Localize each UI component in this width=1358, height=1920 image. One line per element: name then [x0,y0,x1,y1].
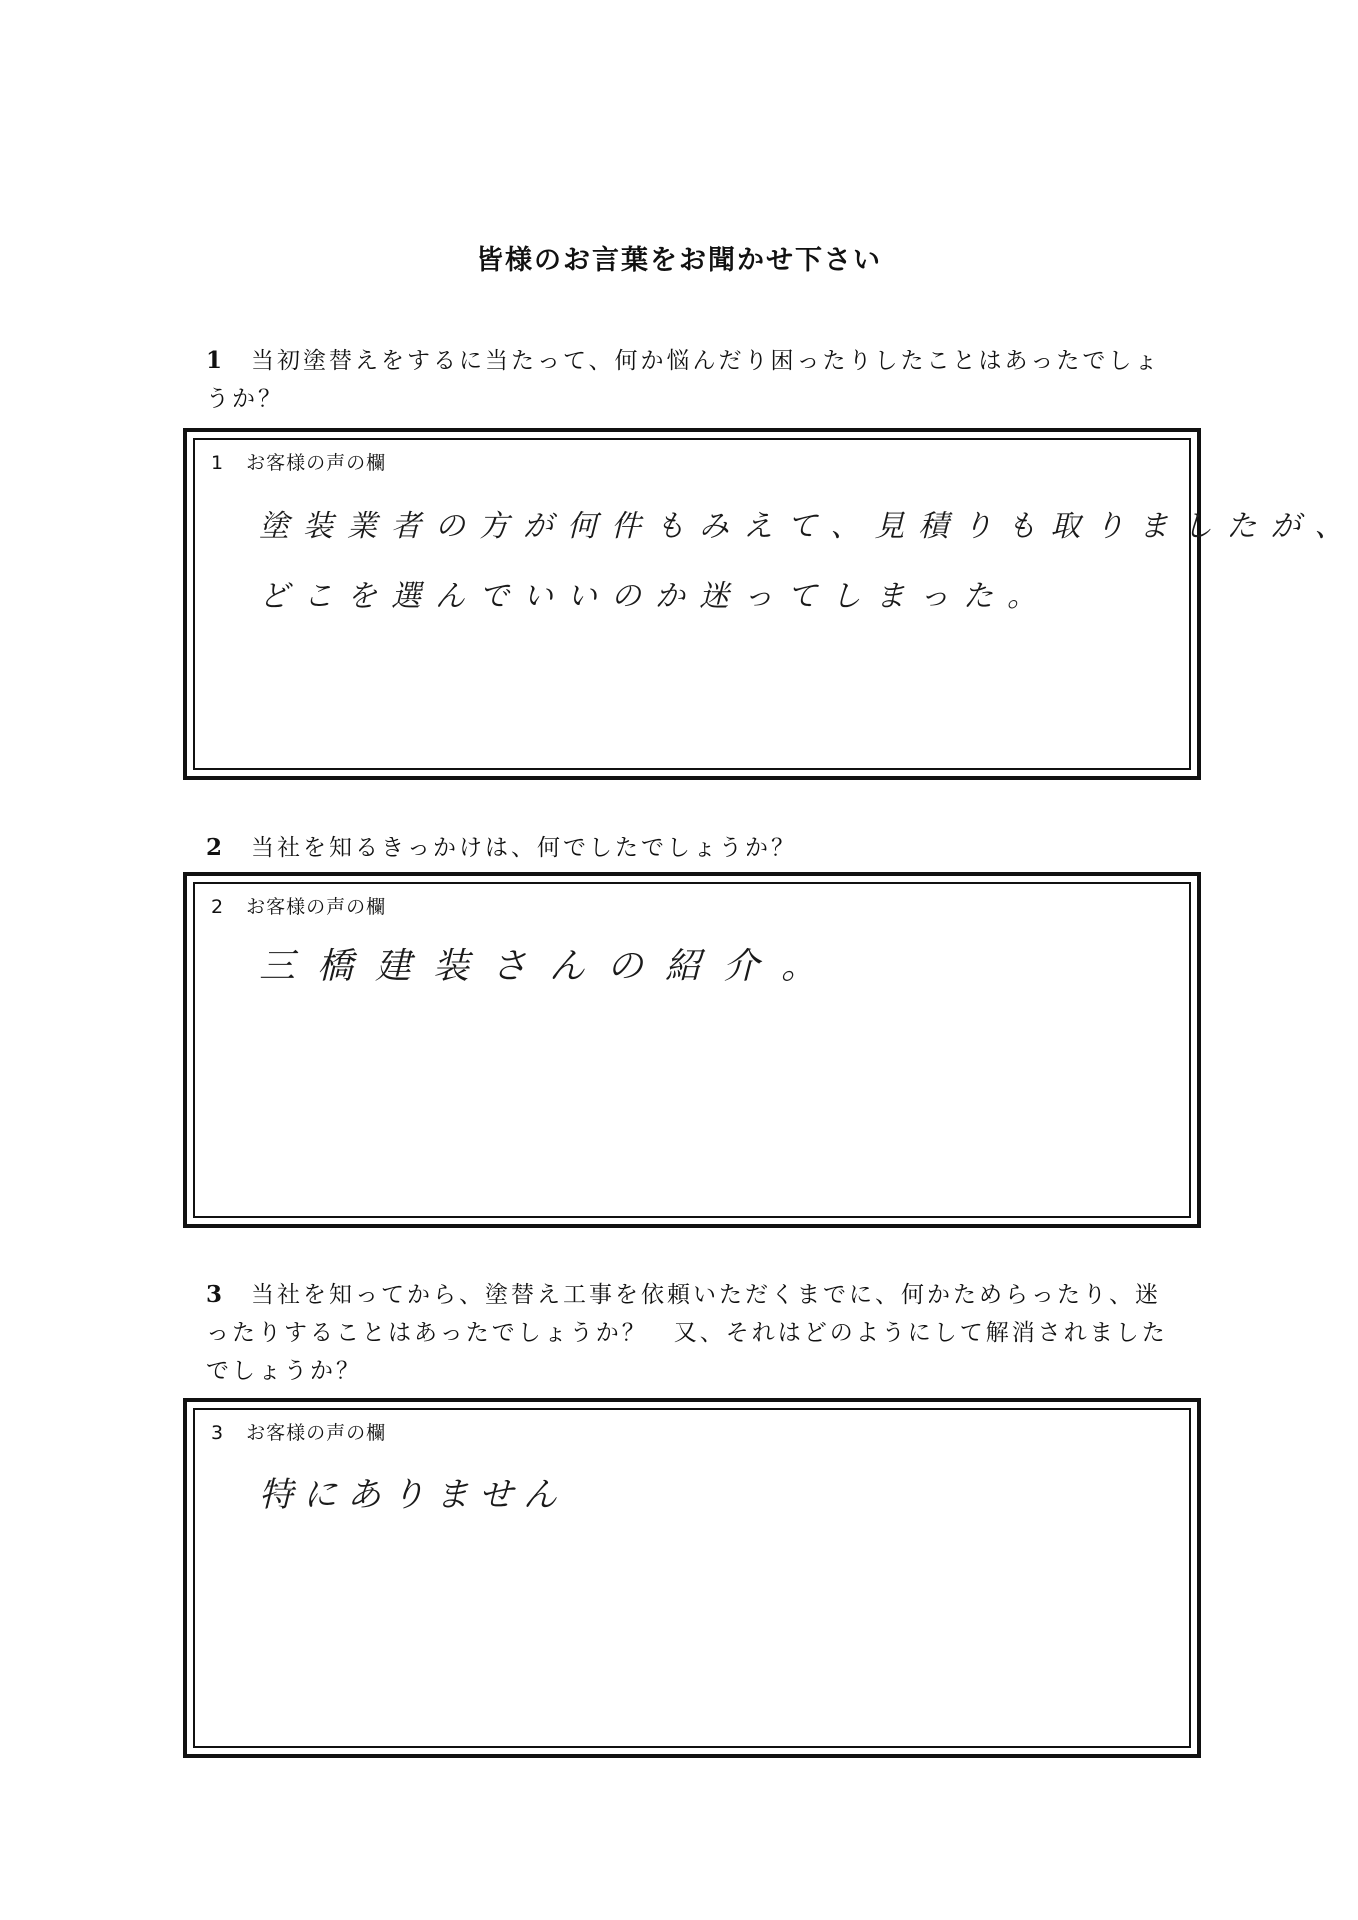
answer-box-2 [183,872,1201,1228]
box-label-text: お客様の声の欄 [246,896,387,918]
handwritten-answer-line: 三橋建装さんの紹介。 [259,946,840,987]
answer-box-inner [193,1408,1191,1748]
box-label-text: お客様の声の欄 [246,1422,387,1444]
question-number: 1 [206,347,226,374]
box-number: 1 [211,452,225,474]
box-label [211,448,386,475]
box-label [211,892,386,919]
answer-box-inner [193,438,1358,770]
question-text: 当社を知ってから、塗替え工事を依頼いただくまでに、何かためらったり、迷ったりすることはあったでしょうか？ 又、それはどのようにして解消されましたでしょうか？ [206,1282,1168,1384]
handwritten-answer-line: 特にありません [259,1475,567,1515]
handwritten-answer-line: 塗装業者の方が何件もみえて、見積りも取りましたが、 [259,509,1358,544]
question-number: 2 [206,834,226,861]
handwritten-answer-line: どこを選んでいいのか迷ってしまった。 [259,579,1051,614]
answer-box-1 [183,428,1358,780]
answer-box-3 [183,1398,1201,1758]
answer-box-inner [193,882,1191,1218]
question-number: 3 [206,1281,226,1308]
question-1 [206,342,1186,418]
box-number: 3 [211,1422,225,1444]
box-label-text: お客様の声の欄 [246,452,387,474]
box-label [211,1418,386,1445]
question-text: 当初塗替えをするに当たって、何か悩んだり困ったりしたことはあったでしょうか？ [206,348,1161,412]
question-3 [206,1276,1186,1390]
question-text: 当社を知るきっかけは、何でしたでしょうか？ [251,835,798,861]
page-title: 皆様のお言葉をお聞かせ下さい [476,245,882,276]
box-number: 2 [211,896,225,918]
question-2 [206,829,1186,867]
